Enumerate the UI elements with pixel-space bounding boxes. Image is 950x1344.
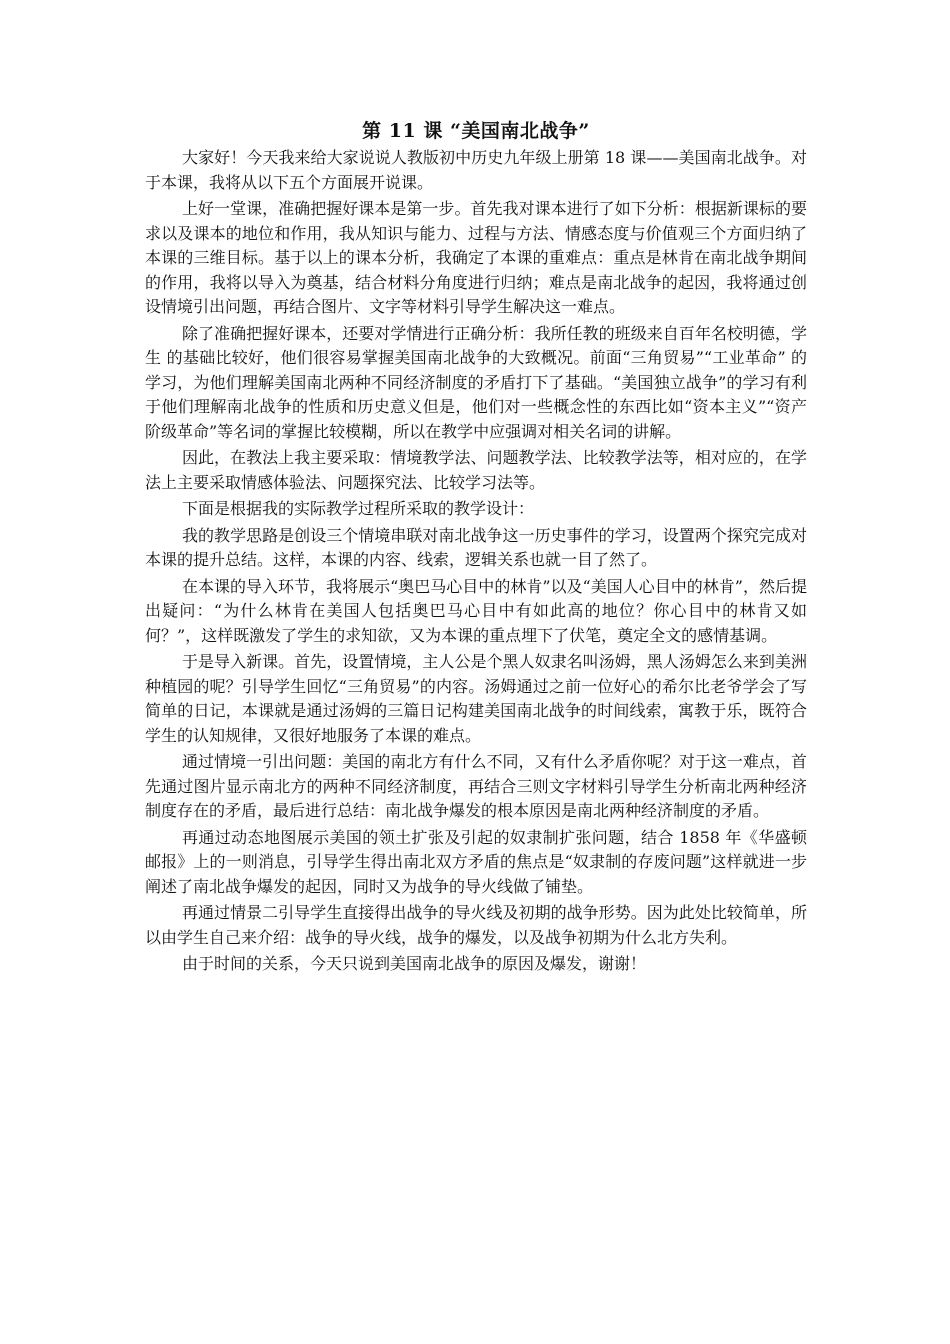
- document-body: [145, 116, 807, 977]
- paragraph-textbook-analysis: 上好一堂课，准确把握好课本是第一步。首先我对课本进行了如下分析：根据新课标的要求以及课本的地位和作用，我从知识与能力、过程与方法、情感态度与价值观三个方面归纳了本课的三维目标。基于以上的课本分析，我确定了本课的重难点：重点是林肯在南北战争期间的作用，我将以导入为奠基，结合材料分角度进行归纳；难点是南北战争的起因，我将通过创设情境引出问题，再结合图片、文字等材料引导学生解决这一难点。: [145, 199, 807, 316]
- paragraph-closing: 由于时间的关系，今天只说到美国南北战争的原因及爆发，谢谢！: [182, 954, 647, 973]
- paragraph-lead-in: 在本课的导入环节，我将展示“奥巴马心目中的林肯”以及“美国人心目中的林肯”，然后提出疑问：“为什么林肯在美国人包括奥巴马心目中有如此高的地位？你心目中的林肯又如何？”，这样既激发了学生的求知欲，又为本课的重点埋下了伏笔，奠定全文的感情基调。: [145, 576, 807, 645]
- paragraph-intro: 大家好！今天我来给大家说说人教版初中历史九年级上册第 18 课——美国南北战争。对于本课，我将从以下五个方面展开说课。: [145, 148, 807, 192]
- paragraph-scenario-one: 通过情境一引出问题：美国的南北方有什么不同，又有什么矛盾你呢？对于这一难点，首先通过图片显示南北方的两种不同经济制度，再结合三则文字材料引导学生分析南北两种经济制度存在的矛盾，最后进行总结：南北战争爆发的根本原因是南北两种经济制度的矛盾。: [145, 752, 807, 820]
- paragraph-design-intro: 下面是根据我的实际教学过程所采取的教学设计：: [182, 499, 535, 518]
- paragraph-teaching-methods: 因此，在教法上我主要采取：情境教学法、问题教学法、比较教学法等，相对应的，在学法上主要采取情感体验法、问题探究法、比较学习法等。: [145, 448, 807, 492]
- paragraph-scenario-two: 再通过情景二引导学生直接得出战争的导火线及初期的战争形势。因为此处比较简单，所以由学生自己来介绍：战争的导火线，战争的爆发，以及战争初期为什么北方失利。: [145, 903, 807, 947]
- paragraph-teaching-idea: 我的教学思路是创设三个情境串联对南北战争这一历史事件的学习，设置两个探究完成对本课的提升总结。这样，本课的内容、线索，逻辑关系也就一目了然了。: [145, 525, 807, 569]
- paragraph-new-lesson: 于是导入新课。首先，设置情境，主人公是个黑人奴隶名叫汤姆，黑人汤姆怎么来到美洲种植园的呢？引导学生回忆“三角贸易”的内容。汤姆通过之前一位好心的希尔比老爷学会了写简单的日记，本课就是通过汤姆的三篇日记构建美国南北战争的时间线索，寓教于乐，既符合学生的认知规律，又很好地服务了本课的难点。: [145, 652, 807, 745]
- document-title: 第 11 课 “美国南北战争”: [362, 120, 590, 142]
- paragraph-student-analysis: 除了准确把握好课本，还要对学情进行正确分析：我所任教的班级来自百年名校明德，学生 的基础比较好，他们很容易掌握美国南北战争的大致概况。前面“三角贸易”“工业革命” 的学习，为他们理解美国南北两种不同经济制度的矛盾打下了基础。“美国独立战争”的学习有利于他们理解南北战争的性质和历史意义但是，他们对一些概念性的东西比如“资本主义”“资产阶级革命”等名词的掌握比较模糊，所以在教学中应强调对相关名词的讲解。: [145, 323, 807, 441]
- paragraph-map: 再通过动态地图展示美国的领土扩张及引起的奴隶制扩张问题，结合 1858 年《华盛顿邮报》上的一则消息，引导学生得出南北双方矛盾的焦点是“奴隶制的存废问题”这样就进一步阐述了南北战争爆发的起因，同时又为战争的导火线做了铺垫。: [145, 827, 807, 896]
